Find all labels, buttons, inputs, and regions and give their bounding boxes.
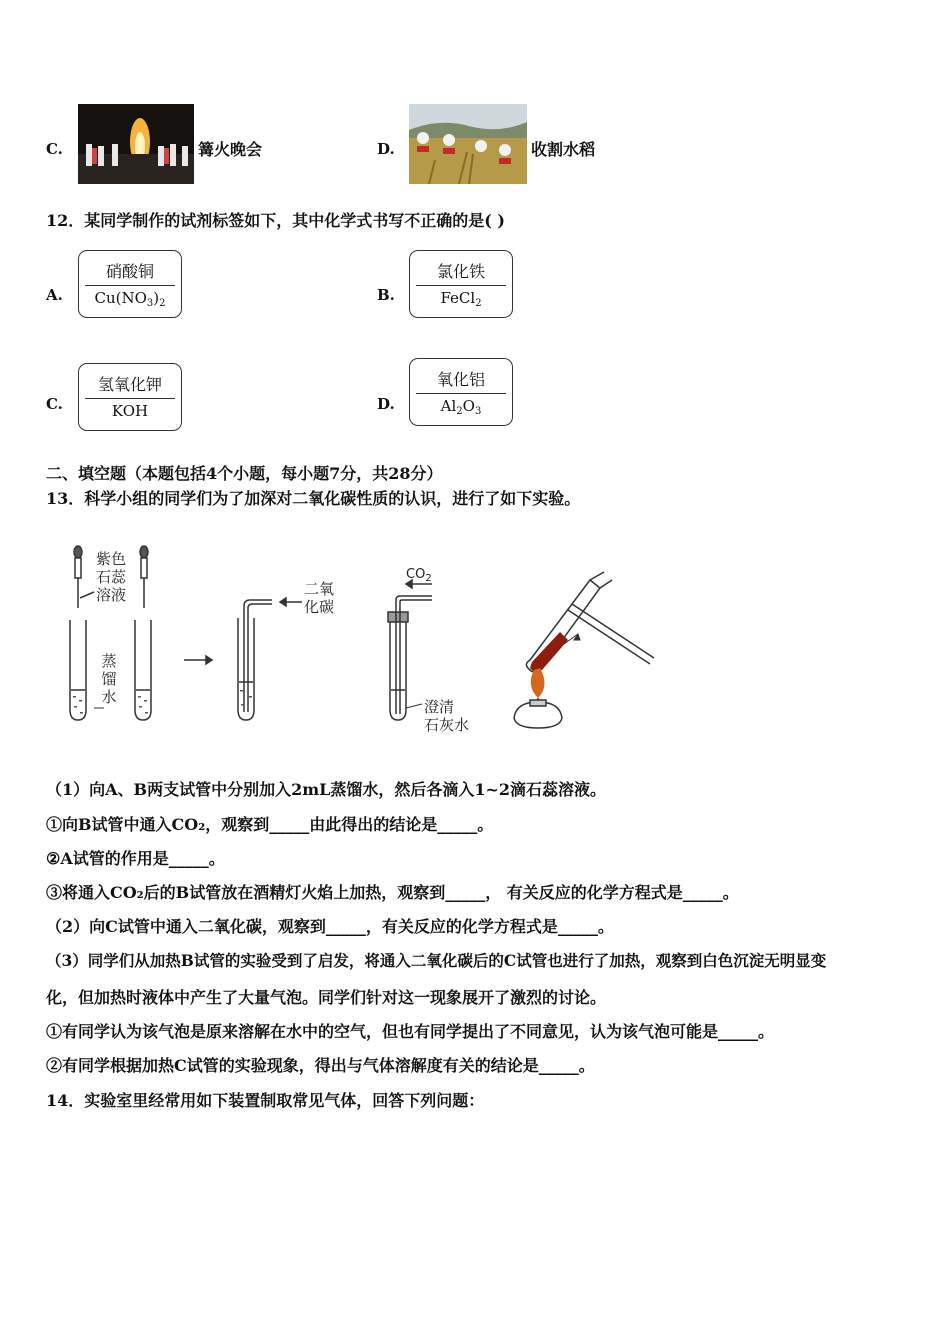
reagent-name: 氢氧化钾 bbox=[97, 375, 162, 394]
option-d-caption: 收割水稻 bbox=[531, 140, 596, 159]
reagent-label-d bbox=[409, 358, 513, 426]
reagent-formula: FeCl$_2$ bbox=[440, 289, 482, 309]
q13-part3-cont: 化，但加热时液体中产生了大量气泡。同学们针对这一现象展开了激烈的讨论。 bbox=[46, 988, 607, 1007]
q13-part2: （2）向C试管中通入二氧化碳，观察到_____，有关反应的化学方程式是_____。 bbox=[46, 917, 614, 936]
q13-part1-c: ③将通入CO₂后的B试管放在酒精灯火焰上加热，观察到_____， 有关反应的化学方程式是_____。 bbox=[46, 883, 739, 902]
reagent-formula: KOH bbox=[111, 402, 149, 420]
option-c-caption: 篝火晚会 bbox=[198, 140, 263, 159]
limewater-label: 澄清 石灰水 bbox=[424, 698, 470, 734]
q13-part1-a: ①向B试管中通入CO₂，观察到_____由此得出的结论是_____。 bbox=[46, 815, 494, 834]
q13-part3: （3）同学们从加热B试管的实验受到了启发，将通入二氧化碳后的C试管也进行了加热，观察到白色沉淀无明显变 bbox=[46, 951, 827, 970]
reagent-formula: $Cu(NO_3)_2$ bbox=[94, 289, 166, 309]
co2-label: 二氧 化碳 bbox=[304, 580, 335, 616]
bonfire-image bbox=[78, 104, 194, 184]
label-divider bbox=[416, 393, 506, 394]
q12-option-b-letter: B. bbox=[377, 286, 395, 304]
bonfire-photo bbox=[78, 104, 194, 184]
harvest-image bbox=[409, 104, 527, 184]
litmus-label: 紫色 石蕊 溶液 bbox=[96, 550, 127, 604]
reagent-name: 氯化铁 bbox=[436, 262, 485, 281]
label-divider bbox=[85, 398, 175, 399]
option-d-letter: D. bbox=[377, 140, 395, 158]
q13-part1: （1）向A、B两支试管中分别加入2mL蒸馏水，然后各滴入1~2滴石蕊溶液。 bbox=[46, 780, 607, 799]
reagent-name: 硝酸铜 bbox=[105, 262, 154, 281]
apparatus-drawing bbox=[60, 540, 660, 750]
label-divider bbox=[85, 285, 175, 286]
q12-option-c-letter: C. bbox=[46, 395, 63, 413]
q13-part3-b: ②有同学根据加热C试管的实验现象，得出与气体溶解度有关的结论是_____。 bbox=[46, 1056, 595, 1075]
section-title: 二、填空题（本题包括4个小题，每小题7分，共28分） bbox=[46, 464, 443, 483]
experiment-diagram bbox=[60, 540, 660, 750]
reagent-label-a bbox=[78, 250, 182, 318]
q14-stem: 14．实验室里经常用如下装置制取常见气体，回答下列问题： bbox=[46, 1091, 485, 1110]
q13-stem: 13．科学小组的同学们为了加深对二氧化碳性质的认识，进行了如下实验。 bbox=[46, 489, 581, 508]
reagent-formula: $Al_2O_3$ bbox=[440, 397, 482, 417]
co2-formula: $CO_2$ bbox=[406, 567, 432, 584]
q12-stem: 12．某同学制作的试剂标签如下，其中化学式书写不正确的是( ) bbox=[46, 211, 505, 230]
q12-option-a-letter: A. bbox=[46, 286, 63, 304]
option-c-letter: C. bbox=[46, 140, 63, 158]
q12-option-d-letter: D. bbox=[377, 395, 395, 413]
harvest-photo bbox=[409, 104, 527, 184]
reagent-name: 氧化铝 bbox=[436, 370, 485, 389]
label-divider bbox=[416, 285, 506, 286]
reagent-label-c bbox=[78, 363, 182, 431]
q13-part1-b: ②A试管的作用是_____。 bbox=[46, 849, 225, 868]
q13-part3-a: ①有同学认为该气泡是原来溶解在水中的空气，但也有同学提出了不同意见，认为该气泡可能是_____。 bbox=[46, 1022, 775, 1041]
reagent-label-b bbox=[409, 250, 513, 318]
distilled-water-label: 蒸 馏 水 bbox=[101, 652, 117, 706]
